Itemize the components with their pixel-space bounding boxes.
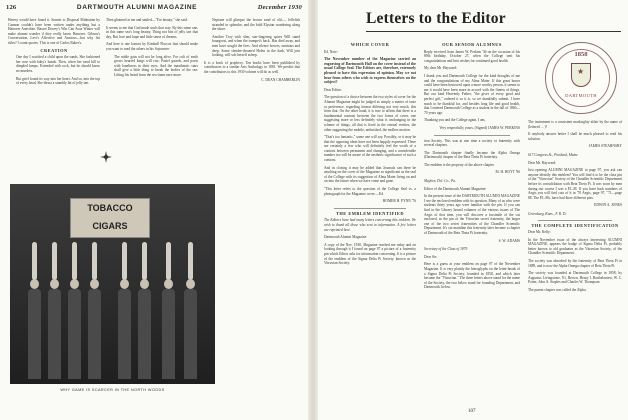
paragraph: The noble gain will not be long alive. For cult of earth grows hearted kings will rise, Pastel guards, and poets with loneliness in their eyes. And the inauthentic stars shall give a little thing to break the bodies of the sea: Lifting his heard from the sea foam once more. (114, 54, 198, 77)
section-heading: THE COMPLETE IDENTIFICATION (531, 222, 619, 228)
magazine-name: DARTMOUTH ALUMNI MAGAZINE (76, 4, 198, 11)
seal-year: 1858 (574, 51, 588, 58)
signature: C. DEAN CHAMBERLIN (261, 77, 300, 82)
paragraph: Dear Mr. Kelly: (528, 230, 551, 235)
paragraph: Dear Mr. Hayward: (528, 160, 557, 165)
paragraph: The society was absorbed by the fraternity of Beta Theta Pi in 1889, and is now the Alpha Omega chapter of Beta Theta Pi. (528, 259, 622, 268)
paragraph: Then gleamed at me and smiled—"For beauty," she said. (106, 18, 188, 22)
paragraph: Heresy would have found it. Sonnet to Disposal Midnatine by Cannon couldn't have been written under anything but a Hanover Anecdote. Basset Dewey's Win Can Asus Winter will make alumni wonder if they really know Hanover. Gibson's Conversation, Levi's Affective and Anxious—but why list titles? I count quotes. This is one of Carlos Baker's. (8, 18, 100, 45)
paragraph: "This letter refers to the question of the College Seal vs. a photograph for the Magazine cover.—Ed. (324, 187, 416, 196)
paragraph: One day I watched a child upon the sands. She fashioned her rose with baby's hands. Then, when her sand hill to dimpled lumps. Extended with rock, but he should know no murders. (16, 55, 100, 73)
paragraph: And here is one lomost by Kimball Flaccus that should make you want to read the others in his Sojourner: (106, 42, 198, 51)
paragraph: Secretary of the Class of 1879 (424, 247, 468, 252)
paragraph: Dear Editor: (324, 87, 342, 92)
paragraph: It is a book of prophecy. Ten books have been published by contributors to a similar Arts Anthology in 1881. We predict that the contributors to this 1930 volume will do as well. (204, 60, 300, 74)
right-page (318, 0, 628, 420)
left-running-head (6, 4, 302, 14)
signature: JAMES STEARNSBY (588, 144, 622, 149)
paragraph: My dear Mr. Hayward: (424, 66, 458, 71)
ornament-icon (100, 151, 112, 163)
left-column-3 (204, 18, 300, 86)
poem-heading: CREATION (40, 47, 68, 53)
paragraph: tion Society. This was at one time a society or fraternity with several chapters. (424, 138, 520, 148)
left-column-1 (8, 18, 100, 89)
paragraph: A copy of the Nov. 1930, Magazine reached me today and on looking through it I found on page 97 a picture of a fraternity pin which Editor asks for information concerning. It is a picture of the emblem of the Sigma Delta Pi Society, known as the Vitruvian Society. (324, 242, 416, 266)
left-column-2 (106, 18, 198, 81)
right-folio: 107 (468, 409, 476, 414)
paragraph: Another Troy with slim, star-fingering spires Will stand bourgeost, and when the trumpet's back. Has died away, and men have sought the fires. And silence hovers, ominous and deep, Some slender-throated Helen in the dark, Will join looking, will sob herself asleep. (212, 34, 300, 58)
paragraph: Reply received from James W. Perkins '36 on the occasion of his 89th birthday, October 27, when the College sent his congratulations and best wishes for continued good health. (424, 49, 520, 63)
page-title: Letters to the Editor (366, 10, 506, 27)
paragraph: In the November issue of the always interesting ALUMNI MAGAZINE, appears the badge of Sigma Delta Pi, probably better known to old graduates as the Vitruvian Society, of the Chandler Scientific Department. (528, 237, 622, 256)
fraternity-seal (545, 42, 617, 114)
signature: M. H. HOYT '96 (495, 170, 520, 175)
paragraph: But grief found its way into her heart. And so, into the top of every head, She thrust a stumbly bit of jelly tart. (16, 76, 100, 86)
paragraph: Just opening ALUMNI MAGAZINE to page 97, you ask can anyone identify this emblem? You will find it to be the class pin of the "Vitruvian" Society of the Chandler Scientific Department before its consolidation with Beta Theta Pi. It was worn by men during our course I was a P.L.M. If you have back numbers of Aegis you will find cuts of it in '70 Aegis, page 97, "71—page 88. The P.L.Ms. have had three different pins. (528, 168, 622, 200)
photo-caption: WHY GAME IS SCARCER IN THE NORTH WOODS (60, 388, 165, 392)
signature: HOMER H. PYNN '76 (382, 199, 416, 204)
right-column-3 (528, 120, 622, 296)
paragraph: In the present issue of the DARTMOUTH ALUMNI MAGAZINE I see the enclosed emblem with its question. Many of us who were students thirty years ago were familiar with the pin. If you can find in the Library bound volumes of the various issues of The Aegis of that time, you will discover a facsimile of the cut enclosed, as the pin of the Vitruvian secret fraternity, the larger one of the two secret fraternities of the Chandler Scientific Department. It's cut mainline this fraternity later became a chapter of Dartmouth of the Beta Theta Pi fraternity. (424, 194, 520, 235)
paragraph: I thank you and Dartmouth College for the kind thoughts of me and the congratulations of my Alma Mater. If this great honor could have been bestowed upon a more worthy person, it seems to me it would have been more in accord with the fitness of things. But our kind Heavenly Father, "the giver of every good and perfect gift," ordered it so it is, so we thankfully submit. I have much to be thankful for, and besides long life and good health, that I entered Dartmouth College as a student in the fall of 1860—70 years ago. (424, 73, 520, 115)
paragraph: The Dartmouth chapter finally became the Alpha Omega (Dartmouth) chapter of the Beta Theta Pi fraternity. (424, 150, 520, 160)
paragraph: Ed. Note: (324, 49, 338, 54)
signature: Very respectfully yours, (Signed) JAMES W. PERKINS (439, 125, 520, 130)
star-icon: ★ (577, 67, 585, 76)
section-heading: THE EMBLEM IDENTIFIED (335, 210, 405, 216)
photograph (10, 184, 215, 384)
paragraph: Editor of the Dartmouth Alumni Magazine: (424, 186, 487, 191)
paragraph: The parent chapter was called the Alpha. (528, 288, 587, 293)
section-heading: WHICH COVER (350, 42, 390, 47)
photo-sign: TOBACCO CIGARS (70, 198, 150, 238)
editor-question: The November number of the Magazine carried an engraving of Dartmouth Hall on the cover instead of the usual College Seal. The Editors are, therefore, extremely pleased to have this expression of opinion. May we not hear from others who wish to express themselves on the subject? (324, 57, 416, 85)
issue-date: December 1930 (257, 4, 302, 11)
paragraph: Neptune will glimpse the brown sand of old,— Jellefish stranded in splendor, and the bold Elysian wandering along the shore. (212, 18, 300, 32)
paragraph: Mayken, Del. Co., Pa. (424, 179, 456, 184)
paragraph: Dear Sir: (424, 254, 438, 259)
section-heading: OUR SENIOR ALUMNUS (442, 42, 502, 47)
paragraph: The instrument is a consistent marksighty affair by the name of (lettered ... )? (528, 120, 622, 129)
left-page (0, 0, 308, 420)
seal-label: DARTMOUTH (565, 93, 597, 98)
right-column-1 (324, 40, 416, 269)
paragraph: The society was founded at Dartmouth College in 1858, by Augustus Livingstone, '61, Brown, Henry I. Barthelomew, W. C. Potter, John A. Staples and Charles W. Thompson. (528, 271, 622, 285)
paragraph: "That's too fantastic," some one will say. Possibly; or it may be that the opposing ideas have not been happily expressed. There are certainly a few who will definitely feel the worth of a contrast between permanent and changing, and a considerable number too will be aware of the aesthetic significance of such a contrast. (324, 135, 416, 163)
paragraph: The emblem is the property of the above chapter. (424, 162, 495, 167)
paragraph: Thanking you and the College again, I am, (424, 118, 486, 123)
paragraph: And in closing it may be added that Journals can there be anything on the cover of the Magazine so significant as the seal of the College with its suggestion of Alma Mater living on and on into the future when we have come and gone. (324, 165, 416, 184)
paragraph: Greenburg, Kans., F. R. D. (528, 211, 567, 216)
paragraph: If anybody answer better I shall be much pleased to read his solution. (528, 132, 622, 141)
paragraph: Dartmouth Alumni Magazine (324, 235, 367, 240)
editor-note: The Editors have had many letters concerning this emblem. We wish to thank all those who sent in information. A few letters are reprinted here. (324, 218, 416, 232)
paragraph: The question of a choice between the two styles of cover for the Alumni Magazine might be judged as simply a matter of taste or preference, regarding format differing not very much, this from that. On the other hand, it is true to affirm that there is a fundamental contrast between the two forms of cover, one suggesting more or less definitely what is unchanging in the scheme of things, all that is fixed in the eternal verities, the other suggesting the mobile, unfinished, the endless motion. (324, 95, 417, 132)
paragraph: Here is a guess at your emblem on page 97 of the November Magazine. It is very plainly the hieroglyphs on the letter-heads of a Sigma Delta Pi Society, founded in 1858, and which later became the "Vitruvian." The three letters above stand for the name of the Society, the two below stand for founding Department, and Dartmouth, below. (424, 262, 520, 290)
title-rule (366, 31, 621, 32)
paragraph: It seems to me that God made souls that way. By this same one, in this same sea's long beauty, Thing not bits of jelly tart that day, But love and hope and little sense of dreams. (106, 25, 198, 39)
right-column-2 (424, 40, 520, 293)
signature: EDWIN A. JONES (594, 203, 622, 208)
paragraph: 617 Congress St., Portland, Maine (528, 152, 578, 157)
left-folio: 126 (6, 4, 17, 11)
page-gutter (308, 0, 318, 420)
signature: S. W. ADAMS (498, 238, 520, 243)
